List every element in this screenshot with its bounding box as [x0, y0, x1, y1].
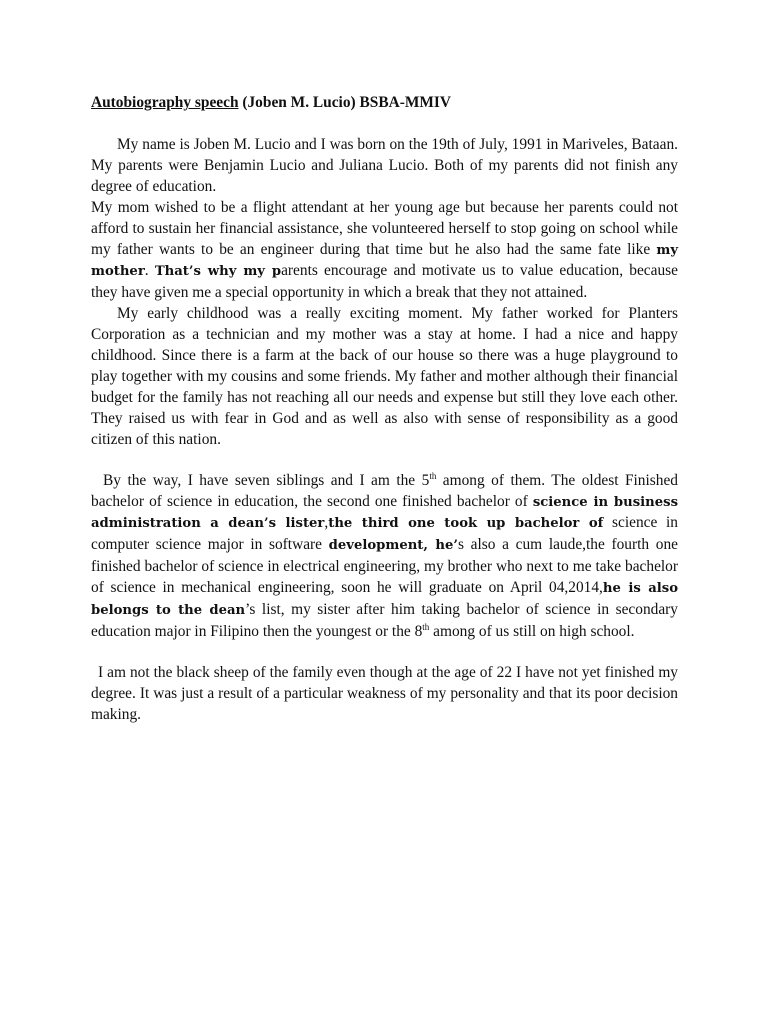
paragraph-4-text-e: s also a cum laude,the fourth one finished bachelor of science in electrical engineering, my brother who next to me take bachelor of science in mechanical engineering, soon he will graduate on April 04,2014, [91, 536, 678, 597]
paragraph-2-text-c: arents encourage and motivate us to value education, because they have given me a special opportunity in which a break that they not attained. [91, 262, 678, 302]
paragraph-4-text-b: among of them. The oldest Finished bachelor of science in education, the second one finished bachelor of [91, 471, 678, 510]
paragraph-3: My early childhood was a really exciting moment. My father worked for Planters Corporation as a technician and my mother was a stay at home. I had a nice and happy childhood. Since there is a farm at the back of our house so there was a huge playground to play together with my cousins and some friends. My father and mother although their financial budget for the family has not reaching all our needs and expense but still they love each other. They raised us with fear in God and as well as also with sense of responsibility as a good citizen of this nation. [91, 305, 678, 448]
paragraph-4-text-d: science in computer science major in software [91, 514, 678, 554]
title-rest: (Joben M. Lucio) BSBA-MMIV [238, 94, 451, 111]
paragraph-2-bold-b: That’s why my p [154, 264, 282, 280]
paragraph-4-text-a: By the way, I have seven siblings and I am the 5 [103, 471, 430, 489]
paragraph-1: My name is Joben M. Lucio and I was born on the 19th of July, 1991 in Mariveles, Bataan. My parents were Benjamin Lucio and Juliana Lucio. Both of my parents did not finish any degree of education. [91, 136, 678, 195]
paragraph-spacer [91, 451, 678, 471]
paragraph-spacer [91, 643, 678, 663]
paragraph-2 [91, 198, 678, 305]
document-title [91, 92, 678, 113]
paragraph-2-bold-a: my mother [91, 242, 678, 280]
paragraph-4-bold-d: he is also belongs to the dean [91, 581, 679, 619]
paragraph-4-text-g: among of us still on high school. [429, 622, 635, 640]
document-page [91, 92, 678, 726]
paragraph-4-bold-c: development, he’ [328, 538, 458, 554]
ordinal-suffix: th [429, 470, 437, 481]
paragraph-4-bold-a: science in business administration a dean’s lister [91, 494, 678, 532]
paragraph-5: I am not the black sheep of the family even though at the age of 22 I have not yet finished my degree. It was just a result of a particular weakness of my personality and that its poor decision making. [91, 663, 678, 723]
paragraph-4-text-f: ’s list, my sister after him taking bachelor of science in secondary education major in Filipino then the youngest or the 8 [91, 601, 678, 640]
paragraph-4 [91, 471, 678, 643]
paragraph-2-text-b: . [144, 262, 155, 280]
ordinal-suffix: th [422, 621, 430, 632]
paragraph-4-bold-b: the third one took up bachelor of [328, 516, 604, 532]
paragraph-4-text-c: , [324, 514, 329, 532]
title-underlined: Autobiography speech [91, 94, 239, 111]
paragraph-2-text-a: My mom wished to be a flight attendant at her young age but because her parents could not afford to sustain her financial assistance, she volunteered herself to stop going on school while my father wants to be an engineer during that time but he also had the same fate like [91, 198, 678, 258]
